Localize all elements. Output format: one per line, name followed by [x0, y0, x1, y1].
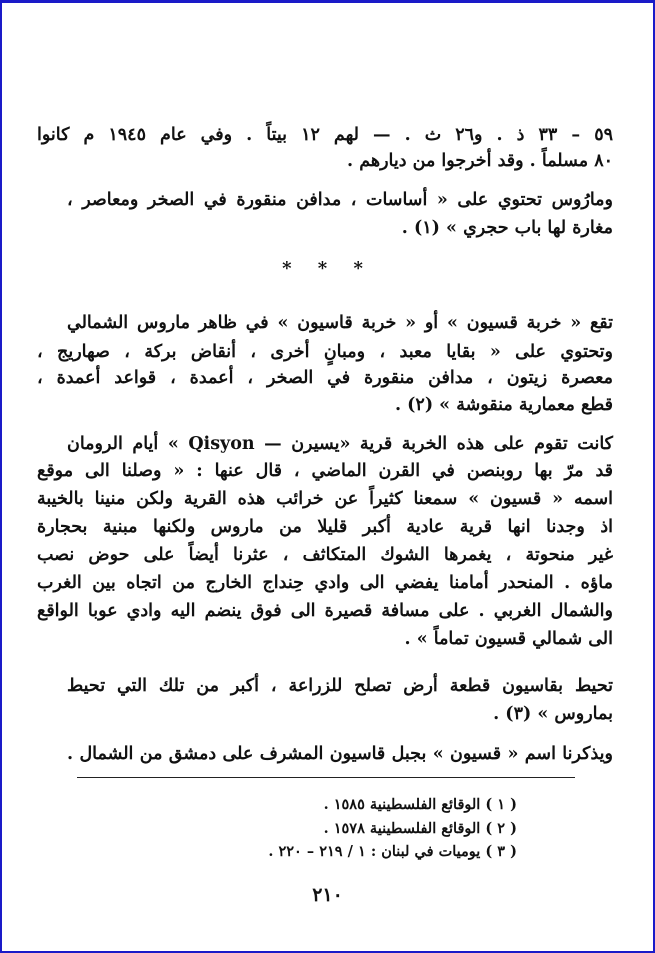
text-line: اسمه « قسيون » سمعنا كثيراً عن خرائب هذه القرية ولكن منينا بالخيبة [37, 489, 613, 509]
text-line: والشمال الغربي . على مسافة قصيرة الى فوق ينضم اليه وادي عوبا الواقع [37, 601, 613, 621]
text-line: غير منحوتة ، يغمرها الشوك المتكاثف ، عثرنا أيضاً على حوض نصب [37, 545, 613, 565]
text-line: قطع معمارية منقوشة » (٢) . [394, 395, 613, 415]
page-number: ٢١٠ [312, 884, 343, 906]
text-line: ومارُوس تحتوي على « أساسات ، مدافن منقورة في الصخر ومعاصر ، [67, 190, 613, 210]
text-line: تحيط بقاسيون قطعة أرض تصلح للزراعة ، أكبر من تلك التي تحيط [67, 676, 613, 696]
text-line: الى شمالي قسيون تماماً » . [404, 629, 613, 649]
text-line: معصرة زيتون ، مدافن منقورة في الصخر ، أعمدة ، قواعد أعمدة ، [37, 368, 613, 388]
text-line: اذ وجدنا انها قرية عادية أكبر قليلا من ماروس ولكنها مبنية بحجارة [37, 517, 613, 537]
footnote: ( ١ ) الوقائع الفلسطينية ١٥٨٥ . [323, 796, 517, 813]
footnote-separator [77, 777, 575, 778]
footnote: ( ٢ ) الوقائع الفلسطينية ١٥٧٨ . [323, 820, 517, 837]
footnote: ( ٣ ) يوميات في لبنان : ١ / ٢١٩ – ٢٢٠ . [268, 843, 517, 860]
text-line: وتحتوي على « بقايا معبد ، ومبانٍ أخرى ، أنقاض بركة ، صهاريج ، [37, 342, 613, 362]
text-line: تقع « خربة قسيون » أو « خربة قاسيون » في ظاهر ماروس الشمالي [67, 313, 613, 333]
text-line: ماؤه . المنحدر أمامنا يفضي الى وادي حِنداج الخارج من اتجاه بين الغرب [37, 573, 613, 593]
text-line: قد مرّ بها روبنصن في القرن الماضي ، قال عنها : « وصلنا الى موقع [37, 461, 613, 481]
text-line: ٨٠ مسلماً . وقد أخرجوا من ديارهم . [347, 151, 613, 171]
section-separator: * * * [282, 258, 373, 279]
text-line: كانت تقوم على هذه الخربة قرية «يسيرن — Qisyon » أيام الرومان [67, 434, 614, 454]
text-line: ٥٩ – ٣٣ ذ . و٢٦ ث . — لهم ١٢ بيتاً . وفي عام ١٩٤٥ م كانوا [37, 125, 613, 145]
text-line: مغارة لها باب حجري » (١) . [401, 218, 613, 238]
text-line: ويذكرنا اسم « قسيون » بجبل قاسيون المشرف على دمشق من الشمال . [67, 744, 613, 764]
text-line: بماروس » (٣) . [493, 704, 613, 724]
